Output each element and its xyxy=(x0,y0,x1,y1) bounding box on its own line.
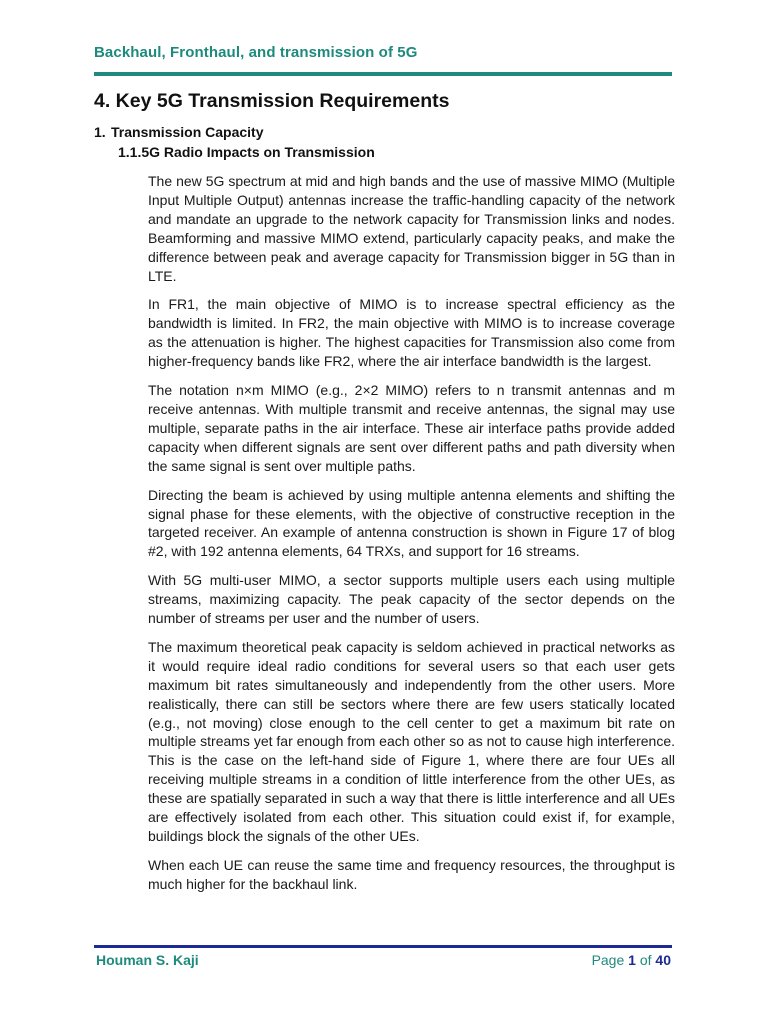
paragraph-6: The maximum theoretical peak capacity is seldom achieved in practical networks as it would require ideal radio conditions for several users so that each user gets maximum bit rates simultaneously and independently from the other users. More realistically, there can still be sectors where there are few users statically located (e.g., not moving) close enough to the cell center to get a maximum bit rate on multiple streams yet far enough from each other so as not to cause high interference. This is the case on the left-hand side of Figure 1, where there are four UEs all receiving multiple streams in a condition of little interference from the other UEs, as these are spatially separated in such a way that there is little interference and all UEs are effectively isolated from each other. This situation could exist if, for example, buildings block the signals of the other UEs. xyxy=(148,638,675,844)
paragraph-2: In FR1, the main objective of MIMO is to increase spectral efficiency as the bandwidth is limited. In FR2, the main objective with MIMO is to increase coverage as the attenuation is higher. The highest capacities for Transmission also come from higher-frequency bands like FR2, where the air interface bandwidth is the largest. xyxy=(148,296,675,370)
subsection-number: 1. xyxy=(94,124,106,140)
page-of-label: of xyxy=(639,952,652,968)
body-text xyxy=(148,172,675,904)
footer-author: Houman S. Kaji xyxy=(96,952,199,968)
section-heading: 4. Key 5G Transmission Requirements xyxy=(94,90,450,112)
paragraph-7: When each UE can reuse the same time and frequency resources, the throughput is much higher for the backhaul link. xyxy=(148,856,675,892)
running-header-title: Backhaul, Fronthaul, and transmission of 5G xyxy=(94,44,418,61)
subsection-heading xyxy=(94,124,264,140)
page-number xyxy=(592,952,671,968)
paragraph-3: The notation n×m MIMO (e.g., 2×2 MIMO) refers to n transmit antennas and m receive antennas. With multiple transmit and receive antennas, the signal may use multiple, separate paths in the air interface. These air interface paths provide added capacity when different signals are sent over different paths and path diversity when the same signal is sent over multiple paths. xyxy=(148,382,675,474)
paragraph-5: With 5G multi-user MIMO, a sector supports multiple users each using multiple streams, maximizing capacity. The peak capacity of the sector depends on the number of streams per user and the number of users. xyxy=(148,572,675,627)
footer-divider xyxy=(94,945,672,948)
subsection-title: Transmission Capacity xyxy=(111,124,264,140)
paragraph-1: The new 5G spectrum at mid and high bands and the use of massive MIMO (Multiple Input Multiple Output) antennas increase the traffic-handling capacity of the network and mandate an upgrade to the network capacity for Transmission links and nodes. Beamforming and massive MIMO extend, particularly capacity peaks, and make the difference between peak and average capacity for Transmission bigger in 5G than in LTE. xyxy=(148,173,675,284)
paragraph-4: Directing the beam is achieved by using multiple antenna elements and shifting the signal phase for these elements, with the objective of constructive reception in the targeted receiver. An example of antenna construction is shown in Figure 17 of blog #2, with 192 antenna elements, 64 TRXs, and support for 16 streams. xyxy=(148,486,675,560)
sub-subsection-heading: 1.1.5G Radio Impacts on Transmission xyxy=(118,144,375,160)
header-divider xyxy=(94,72,672,76)
page-label: Page xyxy=(591,952,625,968)
page-current: 1 xyxy=(628,952,636,968)
page-total: 40 xyxy=(655,952,671,968)
